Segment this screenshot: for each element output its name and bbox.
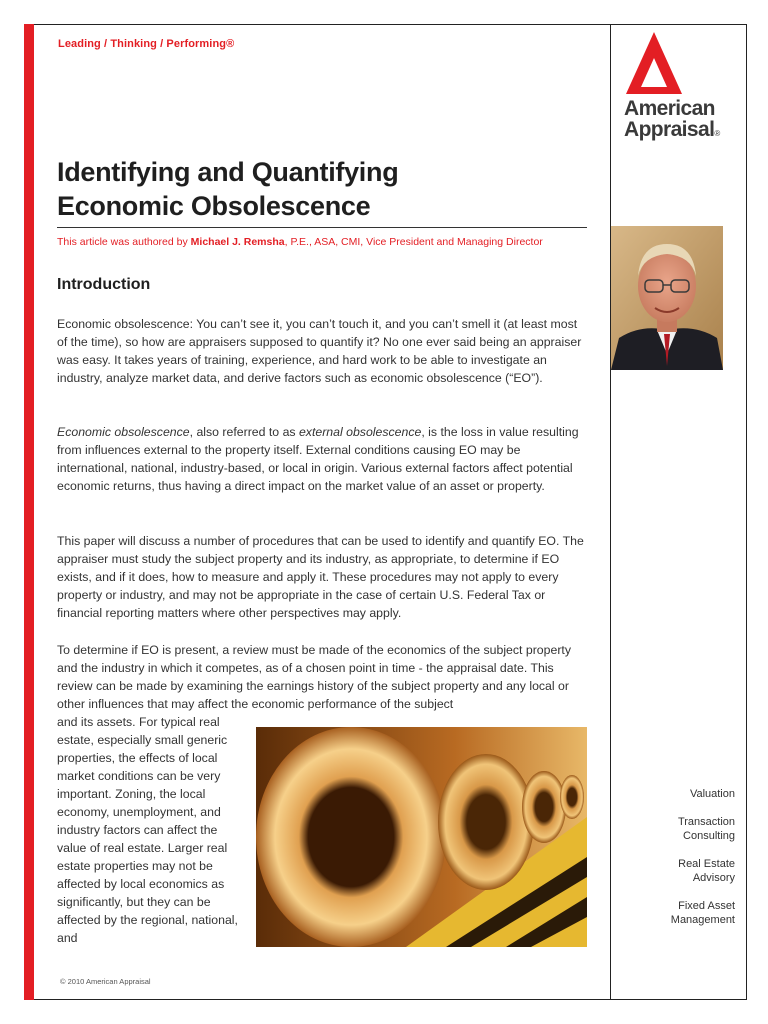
- services-list: [625, 787, 735, 941]
- service-item: Real Estate Advisory: [678, 858, 735, 884]
- sidebar-divider: [610, 24, 611, 1000]
- tagline: Leading / Thinking / Performing®: [58, 38, 235, 50]
- title-line-1: Identifying and Quantifying: [57, 157, 399, 187]
- company-logo: [622, 32, 742, 152]
- paragraph-4: To determine if EO is present, a review must be made of the economics of the subject property and the industry in which it competes, as of a chosen point in time - the appraisal date. This review can be made by examining the earnings history of the subject property and any local or other influences that may affect the economic performance of the subject: [57, 643, 571, 711]
- logo-line-1: American: [624, 97, 715, 120]
- section-heading-introduction: Introduction: [57, 276, 151, 293]
- em-term-2: external obsolescence: [298, 425, 422, 439]
- paragraph-2: Economic obsolescence, also referred to as external obsolescence, is the loss in value resulting from influences external to the property itself. External conditions causing EO may be international, national, industry-based, or local in origin. Various external factors affect potential economic returns, thus having a direct impact on the market value of an asset or property.: [57, 425, 579, 493]
- paragraph-1: Economic obsolescence: You can’t see it, you can’t touch it, and you can’t smell it (at least most of the time), so how are appraisers supposed to quantify it? No one ever said being an appraiser was easy. It takes years of training, experience, and hard work to be able to investigate an industry, analyze market data, and derive factors such as economic obsolescence (“EO”).: [57, 317, 582, 385]
- author-byline: [57, 236, 543, 248]
- red-triangle-logo-icon: [622, 32, 682, 94]
- service-item: Fixed Asset Management: [670, 900, 735, 926]
- title-rule: [57, 227, 587, 228]
- red-accent-bar: [24, 24, 34, 1000]
- logo-line-2: Appraisal: [624, 118, 715, 141]
- paragraph-3: This paper will discuss a number of procedures that can be used to identify and quantify EO. The appraiser must study the subject property and its industry, as appropriate, to determine if EO exists, and if it does, how to measure and apply it. These procedures may not apply to every property or industry, and may not be appropriate in the case of certain U.S. Federal Tax or financial reporting matters where other perspectives may apply.: [57, 534, 584, 620]
- page-title: [57, 155, 597, 223]
- byline-suffix: , P.E., ASA, CMI, Vice President and Managing Director: [284, 236, 543, 248]
- registered-mark: ®: [714, 129, 720, 138]
- byline-author: Michael J. Remsha: [190, 236, 285, 248]
- author-portrait: [611, 226, 723, 370]
- steel-coils-photo: [256, 727, 587, 947]
- paragraph-5: and its assets. For typical real estate, especially small generic properties, the effects of local market conditions can be very important. Zoning, the local economy, unemployment, and industry factors can affect the value of real estate. Larger real estate properties may not be affected by local economics as significantly, but they can be affected by the regional, national, and: [57, 715, 238, 945]
- byline-prefix: This article was authored by: [57, 236, 191, 248]
- copyright-footer: © 2010 American Appraisal: [60, 977, 151, 986]
- service-item: Transaction Consulting: [677, 816, 735, 842]
- em-term-1: Economic obsolescence: [57, 425, 190, 439]
- logo-wordmark: [624, 98, 720, 144]
- service-item: Valuation: [689, 788, 735, 800]
- title-line-2: Economic Obsolescence: [57, 191, 371, 221]
